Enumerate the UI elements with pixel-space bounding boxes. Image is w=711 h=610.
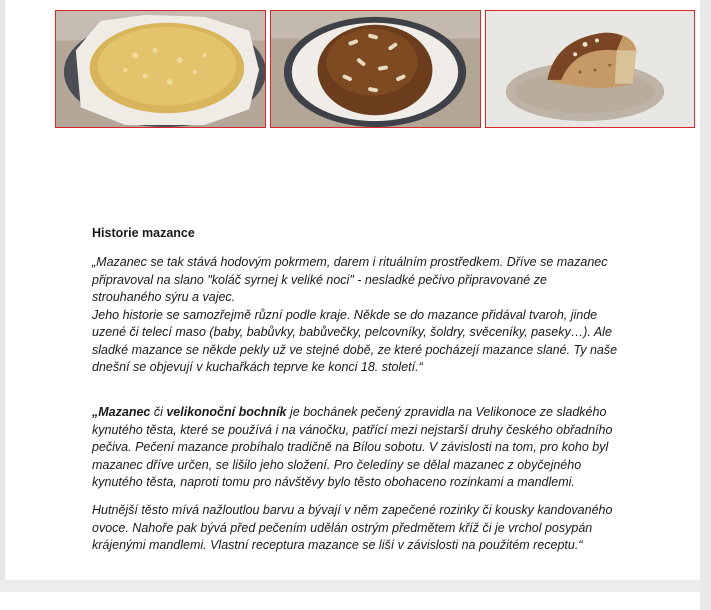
text-line: pečiva. Pečení mazance probíhalo tradičně na Bílou sobotu. V závislosti na tom, pro koho byl xyxy=(92,440,609,454)
text-line: připravoval na slano "koláč syrnej k veliké noci" - nesladké pečivo připravované ze xyxy=(92,272,547,287)
text-line: mazanec dříve určen, se lišilo jeho složení. Pro čeledíny se dělal mazanec z obyčejného xyxy=(92,457,582,472)
section-heading: Historie mazance xyxy=(92,226,195,240)
page-edge-right xyxy=(700,0,711,610)
text-line: Hutnější těsto mívá nažloutlou barvu a bývají v něm zapečené rozinky či kousky kandovaného xyxy=(92,503,613,517)
text-line: strouhaného sýru a vajec. xyxy=(92,290,236,304)
text-run: či xyxy=(150,405,167,419)
text-line: dnešní se objevují v kuchařkách teprve ke konci 18. století.“ xyxy=(92,360,423,374)
text-line: kynutého těsta, které se používá i na vánočku, patřící mezi nejstarší druhy českého obřadního xyxy=(92,422,613,437)
text-line: Jeho historie se samozřejmě různí podle kraje. Někde se do mazance přidával tvaroh, jinde xyxy=(92,307,598,322)
description-paragraph xyxy=(92,502,672,555)
text-line: ovoce. Nahoře pak bývá před pečením udělán ostrým předmětem kříž či je vrchol posypán xyxy=(92,520,593,535)
bold-term-mazanec: „Mazanec xyxy=(92,405,151,419)
text-line: „Mazanec se tak stává hodovým pokrmem, darem i rituálním prostředkem. Dříve se mazanec xyxy=(92,255,608,269)
mazanec-sliced-photo xyxy=(485,10,695,128)
text-run: je bochánek pečený zpravidla na Velikonoce ze sladkého xyxy=(286,405,607,419)
page-edge-bottom xyxy=(0,580,700,592)
definition-paragraph xyxy=(92,404,672,492)
page-edge-left xyxy=(0,0,5,580)
text-line: uzené či telecí maso (baby, babůvky, babůvečky, pelcovníky, šoldry, svěceníky, paseky…). Ale xyxy=(92,325,612,339)
text-line: sladké mazance se někde pekly už ve stejné době, ze které pocházejí mazance slané. Ty naše xyxy=(92,342,618,357)
bold-term-bochnik: velikonoční bochník xyxy=(166,405,287,419)
text-line: krájenými mandlemi. Vlastní receptura mazance se liší v závislosti na použitém receptu.“ xyxy=(92,538,583,552)
mazanec-baked-photo xyxy=(270,10,481,128)
history-paragraph xyxy=(92,254,672,377)
mazanec-dough-photo xyxy=(55,10,266,128)
text-line: kynutého těsta, naproti tomu pro návštěvy bylo těsto obohaceno rozinkami a mandlemi. xyxy=(92,475,575,489)
